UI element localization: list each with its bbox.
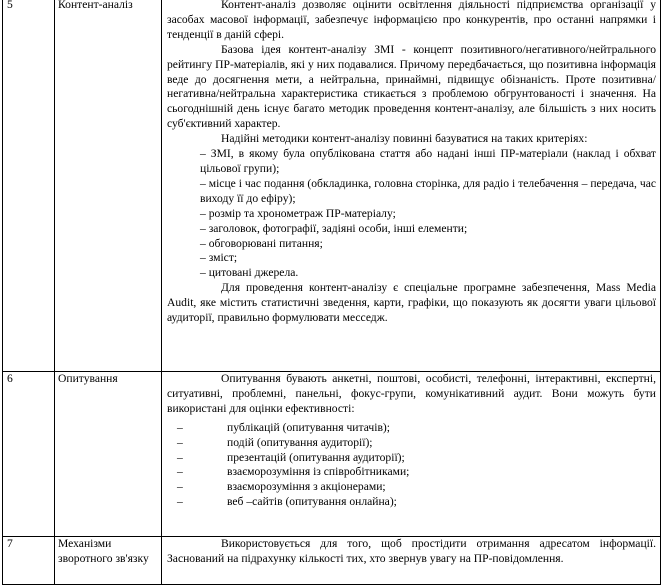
bullet-list bbox=[167, 421, 656, 510]
list-item: – взаєморозуміння із співробітниками; bbox=[177, 465, 410, 479]
method-name: Механізми зворотного зв'язку bbox=[55, 537, 162, 585]
dash-marker: – bbox=[177, 450, 183, 464]
method-name: Контент-аналіз bbox=[55, 0, 162, 372]
row-number: 7 bbox=[3, 537, 55, 585]
row-number: 5 bbox=[3, 0, 55, 372]
criteria-item: – розмір та хронометраж ПР-матеріалу; bbox=[200, 206, 396, 220]
paragraph: Контент-аналіз дозволяє оцінити освітлення діяльності підприємства організації у засобах масової інформації, забезпечує інформацією про конкурентів, про останні напрямки і тенденції в даній сфері. bbox=[167, 0, 656, 41]
dash-marker: – bbox=[177, 480, 183, 494]
dash-marker: – bbox=[177, 420, 183, 434]
criteria-item: – заголовок, фотографії, задіяні особи, інші елементи; bbox=[200, 221, 468, 235]
method-name: Опитування bbox=[55, 372, 162, 537]
paragraph: Використовується для того, щоб простідити отримання адресатом інформації. Заснований на підрахунку кількості тих, хто звернув увагу на ПР-повідомлення. bbox=[167, 537, 656, 565]
criteria-item: – цитовані джерела. bbox=[200, 266, 299, 280]
table-row bbox=[3, 0, 661, 372]
methods-table bbox=[2, 0, 661, 585]
list-item: – взаєморозуміння з акціонерами; bbox=[177, 480, 386, 494]
criteria-item: – зміст; bbox=[200, 251, 238, 265]
list-item: – публікацій (опитування читачів); bbox=[177, 420, 391, 434]
table-row bbox=[3, 537, 661, 585]
list-item: – веб –сайтів (опитування онлайна); bbox=[177, 495, 397, 509]
method-description bbox=[162, 537, 661, 585]
criteria-item: – місце і час подання (обкладинка, головна сторінка, для радіо і телебачення – передача, час виходу її до ефіру); bbox=[200, 176, 656, 205]
paragraph: Опитування бувають анкетні, поштові, особисті, телефонні, інтерактивні, експертні, ситуативні, проблемні, панельні, фокус-групи, комунікативний аудит. Вони можуть бути використані для оцінки ефективності: bbox=[167, 372, 656, 415]
dash-marker: – bbox=[177, 495, 183, 509]
criteria-item: – ЗМІ, в якому була опублікована стаття або надані інші ПР-матеріали (наклад і обхват цільової групи); bbox=[200, 147, 656, 175]
dash-marker: – bbox=[177, 465, 183, 479]
method-description bbox=[162, 372, 661, 537]
dash-marker: – bbox=[177, 435, 183, 449]
paragraph: Для проведення контент-аналізу є спеціальне програмне забезпечення, Mass Media Audit, яке містить статистичні зведення, карти, графіки, що показують як досягти уваги цільової аудиторії, правильно формулювати месседж. bbox=[167, 281, 656, 325]
paragraph: Надійні методики контент-аналізу повинні базуватися на таких критеріях: bbox=[221, 132, 588, 146]
criteria-item: – обговорювані питання; bbox=[200, 236, 323, 250]
paragraph: Базова ідея контент-аналізу ЗМІ - концепт позитивного/негативного/нейтрального рейтингу ПР-матеріалів, які у них подавалися. Причому передбачається, що позитивна інформація веде до досягнення мети, а нейтральна, принаймні, підвищує обізнаність. Проте позитивна/негативна/нейтральна характеристика стикається з проблемою обгрунтованості і значення. На сьогоднішній день існує багато методик проведення контент-аналізу, але більшість з них носить суб'єктивний характер. bbox=[167, 42, 656, 131]
list-item: – подій (опитування аудиторії); bbox=[177, 435, 373, 449]
row-number: 6 bbox=[3, 372, 55, 537]
table-row bbox=[3, 372, 661, 537]
list-item: – презентацій (опитування аудиторії); bbox=[177, 450, 405, 464]
method-description bbox=[162, 0, 661, 372]
